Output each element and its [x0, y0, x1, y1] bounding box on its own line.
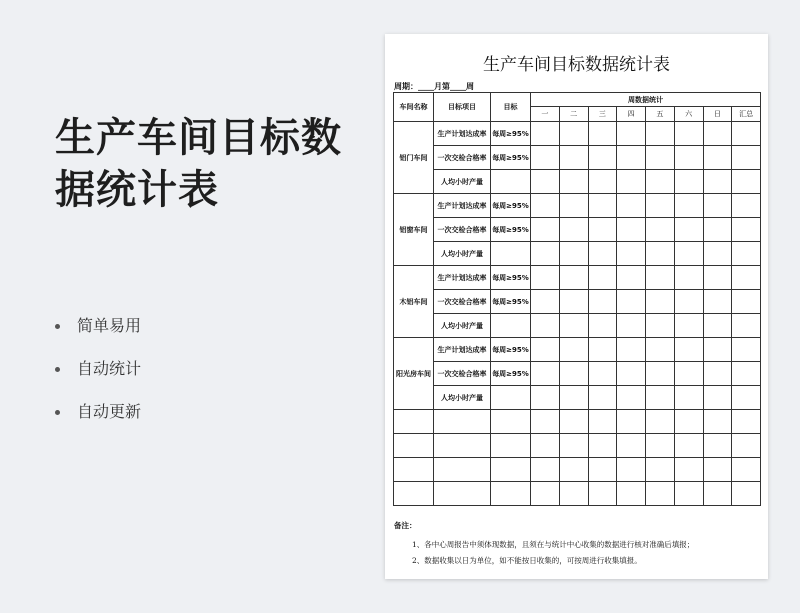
- data-cell: [703, 290, 732, 314]
- table-row: [394, 122, 761, 146]
- empty-cell: [434, 458, 491, 482]
- data-cell: [703, 218, 732, 242]
- table-row: [394, 338, 761, 362]
- data-cell: [646, 362, 675, 386]
- item-cell: 人均小时产量: [434, 242, 491, 266]
- data-cell: [559, 386, 588, 410]
- hero-title: 生产车间目标数据统计表: [55, 115, 342, 213]
- header-item: 目标项目: [434, 93, 491, 122]
- data-cell: [617, 218, 646, 242]
- data-cell: [674, 338, 703, 362]
- data-cell: [559, 146, 588, 170]
- notes: [394, 520, 694, 569]
- data-cell: [674, 290, 703, 314]
- data-cell: [588, 314, 617, 338]
- empty-cell: [732, 458, 761, 482]
- empty-cell: [703, 482, 732, 506]
- empty-cell: [617, 458, 646, 482]
- data-cell: [617, 386, 646, 410]
- feature-item: [55, 355, 141, 398]
- empty-cell: [491, 482, 531, 506]
- period-field: 周期：____月第____周: [394, 82, 474, 91]
- target-cell: [491, 386, 531, 410]
- data-cell: [588, 362, 617, 386]
- document-title: 生产车间目标数据统计表: [483, 55, 670, 75]
- data-cell: [703, 266, 732, 290]
- data-cell: [559, 218, 588, 242]
- empty-cell: [531, 458, 560, 482]
- data-cell: [646, 194, 675, 218]
- table-row: [394, 170, 761, 194]
- data-cell: [703, 386, 732, 410]
- data-cell: [531, 362, 560, 386]
- item-cell: 生产计划达成率: [434, 338, 491, 362]
- target-cell: [491, 170, 531, 194]
- data-cell: [732, 146, 761, 170]
- header-day: 二: [559, 107, 588, 122]
- empty-cell: [394, 458, 434, 482]
- data-cell: [617, 122, 646, 146]
- data-cell: [559, 266, 588, 290]
- empty-cell: [703, 434, 732, 458]
- empty-cell: [531, 482, 560, 506]
- bullet-icon: [55, 367, 60, 372]
- empty-row: [394, 482, 761, 506]
- empty-cell: [434, 434, 491, 458]
- data-cell: [588, 218, 617, 242]
- data-cell: [732, 314, 761, 338]
- header-day: 三: [588, 107, 617, 122]
- data-cell: [703, 338, 732, 362]
- empty-cell: [394, 434, 434, 458]
- data-cell: [703, 146, 732, 170]
- data-cell: [646, 122, 675, 146]
- header-workshop: 车间名称: [394, 93, 434, 122]
- data-cell: [732, 338, 761, 362]
- data-cell: [646, 242, 675, 266]
- data-cell: [674, 266, 703, 290]
- data-cell: [646, 266, 675, 290]
- empty-cell: [491, 434, 531, 458]
- data-cell: [531, 194, 560, 218]
- data-cell: [588, 266, 617, 290]
- empty-cell: [674, 434, 703, 458]
- item-cell: 人均小时产量: [434, 314, 491, 338]
- data-cell: [559, 290, 588, 314]
- data-cell: [559, 242, 588, 266]
- data-cell: [531, 170, 560, 194]
- data-cell: [588, 146, 617, 170]
- empty-cell: [394, 482, 434, 506]
- notes-title: 备注：: [394, 521, 417, 530]
- table-row: [394, 290, 761, 314]
- empty-cell: [646, 434, 675, 458]
- item-cell: 生产计划达成率: [434, 266, 491, 290]
- empty-cell: [674, 482, 703, 506]
- feature-label: 自动统计: [77, 359, 142, 378]
- empty-cell: [588, 410, 617, 434]
- target-cell: 每周≥95%: [491, 290, 531, 314]
- item-cell: 一次交检合格率: [434, 218, 491, 242]
- data-cell: [617, 194, 646, 218]
- item-cell: 人均小时产量: [434, 386, 491, 410]
- data-cell: [531, 338, 560, 362]
- feature-list: [55, 312, 141, 441]
- item-cell: 生产计划达成率: [434, 194, 491, 218]
- empty-cell: [394, 410, 434, 434]
- data-cell: [732, 242, 761, 266]
- header-target: 目标: [491, 93, 531, 122]
- table-row: [394, 146, 761, 170]
- note-line: 2、数据收集以日为单位，如不能按日收集的，可按周进行收集填报。: [412, 556, 642, 565]
- data-cell: [617, 170, 646, 194]
- table-row: [394, 386, 761, 410]
- data-cell: [646, 218, 675, 242]
- empty-cell: [732, 434, 761, 458]
- data-cell: [674, 314, 703, 338]
- data-cell: [559, 170, 588, 194]
- data-cell: [559, 314, 588, 338]
- data-cell: [674, 146, 703, 170]
- data-cell: [646, 386, 675, 410]
- data-cell: [646, 314, 675, 338]
- item-cell: 一次交检合格率: [434, 146, 491, 170]
- data-cell: [703, 170, 732, 194]
- data-cell: [646, 338, 675, 362]
- target-cell: 每周≥95%: [491, 266, 531, 290]
- data-cell: [703, 362, 732, 386]
- data-cell: [559, 122, 588, 146]
- empty-row: [394, 458, 761, 482]
- data-cell: [674, 386, 703, 410]
- empty-cell: [703, 410, 732, 434]
- data-cell: [559, 194, 588, 218]
- empty-cell: [617, 410, 646, 434]
- workshop-cell: 阳光房车间: [394, 338, 434, 410]
- empty-cell: [559, 482, 588, 506]
- data-cell: [617, 338, 646, 362]
- data-cell: [531, 122, 560, 146]
- data-cell: [588, 194, 617, 218]
- empty-cell: [531, 434, 560, 458]
- target-cell: 每周≥95%: [491, 218, 531, 242]
- target-cell: 每周≥95%: [491, 122, 531, 146]
- target-cell: [491, 242, 531, 266]
- feature-item: [55, 312, 141, 355]
- data-cell: [617, 242, 646, 266]
- data-cell: [617, 146, 646, 170]
- data-cell: [531, 242, 560, 266]
- header-weekly: 周数据统计: [531, 93, 761, 107]
- empty-cell: [732, 482, 761, 506]
- data-cell: [674, 170, 703, 194]
- empty-cell: [617, 482, 646, 506]
- table-row: [394, 362, 761, 386]
- data-cell: [732, 170, 761, 194]
- feature-label: 自动更新: [77, 402, 142, 421]
- empty-cell: [434, 410, 491, 434]
- empty-cell: [588, 434, 617, 458]
- empty-cell: [646, 410, 675, 434]
- data-cell: [674, 242, 703, 266]
- table-row: [394, 218, 761, 242]
- data-cell: [732, 362, 761, 386]
- header-day: 六: [674, 107, 703, 122]
- empty-cell: [732, 410, 761, 434]
- table-row: [394, 314, 761, 338]
- data-cell: [703, 194, 732, 218]
- data-cell: [531, 266, 560, 290]
- workshop-cell: 铝窗车间: [394, 194, 434, 266]
- data-cell: [674, 122, 703, 146]
- item-cell: 人均小时产量: [434, 170, 491, 194]
- data-cell: [617, 314, 646, 338]
- document-preview: [385, 34, 768, 579]
- target-cell: 每周≥95%: [491, 338, 531, 362]
- data-cell: [732, 290, 761, 314]
- target-cell: 每周≥95%: [491, 194, 531, 218]
- target-cell: 每周≥95%: [491, 362, 531, 386]
- data-cell: [674, 362, 703, 386]
- empty-cell: [646, 458, 675, 482]
- empty-cell: [559, 434, 588, 458]
- header-day: 四: [617, 107, 646, 122]
- data-cell: [531, 386, 560, 410]
- stats-table: [393, 92, 761, 506]
- workshop-cell: 铝门车间: [394, 122, 434, 194]
- data-cell: [732, 122, 761, 146]
- item-cell: 生产计划达成率: [434, 122, 491, 146]
- data-cell: [588, 170, 617, 194]
- data-cell: [531, 146, 560, 170]
- data-cell: [674, 194, 703, 218]
- data-cell: [617, 290, 646, 314]
- data-cell: [617, 362, 646, 386]
- data-cell: [646, 290, 675, 314]
- data-cell: [703, 314, 732, 338]
- table-row: [394, 266, 761, 290]
- table-row: [394, 242, 761, 266]
- data-cell: [732, 218, 761, 242]
- empty-cell: [531, 410, 560, 434]
- data-cell: [588, 338, 617, 362]
- feature-label: 简单易用: [77, 316, 142, 335]
- data-cell: [559, 338, 588, 362]
- data-cell: [703, 122, 732, 146]
- data-cell: [588, 242, 617, 266]
- empty-cell: [674, 410, 703, 434]
- data-cell: [588, 386, 617, 410]
- data-cell: [531, 290, 560, 314]
- header-row: [394, 93, 761, 107]
- bullet-icon: [55, 410, 60, 415]
- header-day: 一: [531, 107, 560, 122]
- header-day: 日: [703, 107, 732, 122]
- table-row: [394, 194, 761, 218]
- data-cell: [732, 194, 761, 218]
- data-cell: [646, 170, 675, 194]
- data-cell: [531, 218, 560, 242]
- note-line: 1、各中心周报告中须体现数据，且须在与统计中心收集的数据进行核对准确后填报；: [412, 540, 695, 549]
- empty-cell: [559, 410, 588, 434]
- empty-cell: [703, 458, 732, 482]
- data-cell: [588, 290, 617, 314]
- bullet-icon: [55, 324, 60, 329]
- empty-cell: [674, 458, 703, 482]
- data-cell: [559, 362, 588, 386]
- empty-cell: [588, 482, 617, 506]
- header-day: 汇总: [732, 107, 761, 122]
- data-cell: [646, 146, 675, 170]
- target-cell: 每周≥95%: [491, 146, 531, 170]
- item-cell: 一次交检合格率: [434, 290, 491, 314]
- empty-row: [394, 434, 761, 458]
- target-cell: [491, 314, 531, 338]
- empty-cell: [588, 458, 617, 482]
- empty-row: [394, 410, 761, 434]
- empty-cell: [646, 482, 675, 506]
- data-cell: [674, 218, 703, 242]
- feature-item: [55, 398, 141, 441]
- data-cell: [732, 386, 761, 410]
- data-cell: [531, 314, 560, 338]
- empty-cell: [434, 482, 491, 506]
- data-cell: [703, 242, 732, 266]
- data-cell: [617, 266, 646, 290]
- empty-cell: [617, 434, 646, 458]
- data-cell: [732, 266, 761, 290]
- empty-cell: [491, 410, 531, 434]
- data-cell: [588, 122, 617, 146]
- item-cell: 一次交检合格率: [434, 362, 491, 386]
- empty-cell: [491, 458, 531, 482]
- empty-cell: [559, 458, 588, 482]
- workshop-cell: 木铝车间: [394, 266, 434, 338]
- header-day: 五: [646, 107, 675, 122]
